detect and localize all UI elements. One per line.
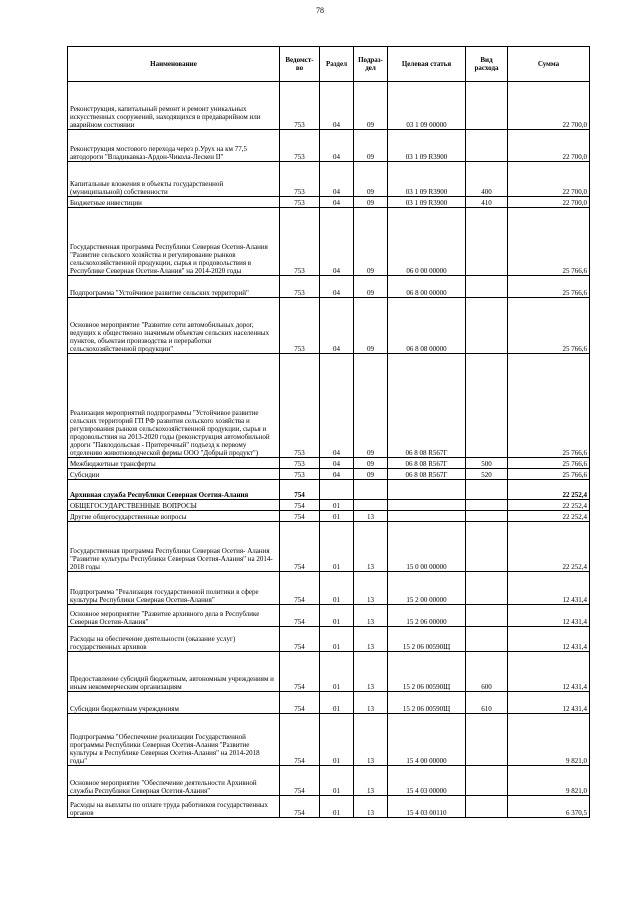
cell-section: 04 bbox=[320, 130, 354, 162]
cell-sum: 22 700,0 bbox=[508, 197, 590, 208]
cell-expense-type bbox=[466, 82, 508, 130]
cell-name: Субсидии бюджетным учреждениям bbox=[68, 692, 280, 714]
cell-sum: 25 766,6 bbox=[508, 298, 590, 354]
cell-sum: 12 431,4 bbox=[508, 692, 590, 714]
column-header-department: Ведомст-во bbox=[280, 47, 320, 82]
cell-target-article: 15 0 00 00000 bbox=[388, 522, 466, 572]
cell-sum: 9 821,0 bbox=[508, 714, 590, 766]
cell-expense-type bbox=[466, 796, 508, 818]
cell-subsection: 13 bbox=[354, 714, 388, 766]
cell-expense-type bbox=[466, 500, 508, 511]
cell-department: 753 bbox=[280, 197, 320, 208]
cell-department: 753 bbox=[280, 82, 320, 130]
cell-sum: 22 252,4 bbox=[508, 511, 590, 522]
cell-department: 753 bbox=[280, 458, 320, 469]
cell-section: 01 bbox=[320, 692, 354, 714]
cell-department: 754 bbox=[280, 692, 320, 714]
cell-target-article: 06 0 00 00000 bbox=[388, 208, 466, 276]
cell-department: 753 bbox=[280, 354, 320, 458]
table-row bbox=[68, 130, 590, 162]
cell-expense-type bbox=[466, 572, 508, 605]
cell-name: Подпрограмма "Устойчивое развитие сельских территорий" bbox=[68, 276, 280, 298]
cell-department: 754 bbox=[280, 714, 320, 766]
cell-sum: 25 766,6 bbox=[508, 208, 590, 276]
cell-sum: 6 370,5 bbox=[508, 796, 590, 818]
column-header-expense-type: Вид расхода bbox=[466, 47, 508, 82]
cell-subsection bbox=[354, 480, 388, 500]
cell-department: 754 bbox=[280, 627, 320, 652]
table-row bbox=[68, 796, 590, 818]
cell-sum: 25 766,6 bbox=[508, 354, 590, 458]
cell-subsection: 09 bbox=[354, 458, 388, 469]
cell-target-article: 03 1 09 R3900 bbox=[388, 197, 466, 208]
cell-subsection: 13 bbox=[354, 511, 388, 522]
cell-expense-type bbox=[466, 276, 508, 298]
cell-section: 04 bbox=[320, 298, 354, 354]
cell-name: Основное мероприятие "Обеспечение деятельности Архивной службы Республики Северная Осетия-Алания" bbox=[68, 766, 280, 796]
cell-target-article: 06 8 08 R567Г bbox=[388, 354, 466, 458]
cell-target-article: 06 8 08 00000 bbox=[388, 298, 466, 354]
cell-target-article: 15 4 00 00000 bbox=[388, 714, 466, 766]
cell-expense-type bbox=[466, 766, 508, 796]
cell-section: 04 bbox=[320, 197, 354, 208]
cell-department: 753 bbox=[280, 298, 320, 354]
cell-sum: 22 700,0 bbox=[508, 162, 590, 197]
table-row bbox=[68, 82, 590, 130]
cell-expense-type bbox=[466, 714, 508, 766]
cell-sum: 12 431,4 bbox=[508, 572, 590, 605]
cell-name: Подпрограмма "Обеспечение реализации Государственной программы Республики Северная Осетия-Алания "Развитие культуры в Республике Северная Осетия-Алания" на 2014-2018 годы" bbox=[68, 714, 280, 766]
cell-section: 01 bbox=[320, 572, 354, 605]
cell-target-article: 03 1 09 R3900 bbox=[388, 130, 466, 162]
cell-sum: 12 431,4 bbox=[508, 605, 590, 627]
cell-expense-type: 400 bbox=[466, 162, 508, 197]
cell-section: 01 bbox=[320, 522, 354, 572]
table-row bbox=[68, 276, 590, 298]
cell-subsection: 09 bbox=[354, 162, 388, 197]
budget-table bbox=[67, 46, 590, 818]
cell-section: 01 bbox=[320, 796, 354, 818]
cell-name: Реконструкция мостового перехода через р.Урух на км 77,5 автодороги "Владикавказ-Ардон-Чикола-Лескен II" bbox=[68, 130, 280, 162]
cell-sum: 22 252,4 bbox=[508, 480, 590, 500]
cell-section: 04 bbox=[320, 469, 354, 480]
column-header-name: Наименование bbox=[68, 47, 280, 82]
cell-target-article: 03 1 09 00000 bbox=[388, 82, 466, 130]
table-row bbox=[68, 208, 590, 276]
cell-department: 753 bbox=[280, 208, 320, 276]
page-number: 78 bbox=[316, 6, 324, 15]
cell-department: 754 bbox=[280, 572, 320, 605]
cell-target-article: 15 2 06 00590Щ bbox=[388, 627, 466, 652]
cell-target-article: 15 2 00 00000 bbox=[388, 572, 466, 605]
cell-name: Государственная программа Республики Северная Осетия- Алания "Развитие культуры Республики Северная Осетия-Алания" на 2014-2018 годы bbox=[68, 522, 280, 572]
table-row bbox=[68, 766, 590, 796]
cell-department: 753 bbox=[280, 469, 320, 480]
cell-target-article bbox=[388, 511, 466, 522]
table-row bbox=[68, 692, 590, 714]
cell-name: Реализация мероприятий подпрограммы "Устойчивое развитие сельских территорий ГП РФ развития сельского хозяйства и регулирования рынков сельскохозяйственной продукции, сырья и продовольствия на 2013-2020 годы (реконструкция автомобильной дороги "Павлодольская - Притеречный" подъезд к первому отделению животноводческой фермы ООО "Добрый продукт") bbox=[68, 354, 280, 458]
cell-target-article: 15 4 03 00110 bbox=[388, 796, 466, 818]
cell-department: 754 bbox=[280, 500, 320, 511]
cell-target-article: 03 1 09 R3900 bbox=[388, 162, 466, 197]
cell-target-article bbox=[388, 480, 466, 500]
cell-name: Архивная служба Республики Северная Осетия-Алания bbox=[68, 480, 280, 500]
cell-expense-type bbox=[466, 130, 508, 162]
cell-section: 04 bbox=[320, 458, 354, 469]
column-header-target-article: Целевая статья bbox=[388, 47, 466, 82]
cell-expense-type bbox=[466, 511, 508, 522]
cell-section: 04 bbox=[320, 162, 354, 197]
cell-expense-type: 410 bbox=[466, 197, 508, 208]
cell-name: Реконструкция, капитальный ремонт и ремонт уникальных искусственных сооружений, находящихся в предаварийном или аварийном состоянии bbox=[68, 82, 280, 130]
cell-section: 01 bbox=[320, 500, 354, 511]
table-row bbox=[68, 354, 590, 458]
table-header-row bbox=[68, 47, 590, 82]
cell-name: Расходы на выплаты по оплате труда работников государственных органов bbox=[68, 796, 280, 818]
cell-subsection: 09 bbox=[354, 197, 388, 208]
cell-subsection: 13 bbox=[354, 692, 388, 714]
cell-expense-type bbox=[466, 208, 508, 276]
cell-sum: 12 431,4 bbox=[508, 652, 590, 692]
cell-target-article: 06 8 08 R567Г bbox=[388, 469, 466, 480]
cell-name: Расходы на обеспечение деятельности (оказание услуг) государственных архивов bbox=[68, 627, 280, 652]
cell-department: 754 bbox=[280, 522, 320, 572]
cell-expense-type: 600 bbox=[466, 652, 508, 692]
table-row bbox=[68, 714, 590, 766]
cell-target-article: 15 2 06 00590Щ bbox=[388, 652, 466, 692]
cell-subsection: 09 bbox=[354, 82, 388, 130]
cell-target-article: 15 2 06 00000 bbox=[388, 605, 466, 627]
table-row bbox=[68, 522, 590, 572]
table-row bbox=[68, 469, 590, 480]
cell-section: 01 bbox=[320, 766, 354, 796]
cell-expense-type bbox=[466, 480, 508, 500]
cell-target-article bbox=[388, 500, 466, 511]
cell-name: Основное мероприятие "Развитие архивного дела в Республике Северная Осетия-Алания" bbox=[68, 605, 280, 627]
cell-expense-type: 520 bbox=[466, 469, 508, 480]
column-header-section: Раздел bbox=[320, 47, 354, 82]
cell-subsection: 13 bbox=[354, 605, 388, 627]
cell-name: Предоставление субсидий бюджетным, автономным учреждениям и иным некоммерческим организациям bbox=[68, 652, 280, 692]
cell-department: 754 bbox=[280, 511, 320, 522]
cell-expense-type bbox=[466, 522, 508, 572]
cell-target-article: 15 2 06 00590Щ bbox=[388, 692, 466, 714]
cell-name: Другие общегосударственные вопросы bbox=[68, 511, 280, 522]
cell-sum: 22 700,0 bbox=[508, 82, 590, 130]
table-row bbox=[68, 605, 590, 627]
cell-department: 753 bbox=[280, 276, 320, 298]
cell-section: 01 bbox=[320, 652, 354, 692]
cell-name: Межбюджетные трансферты bbox=[68, 458, 280, 469]
cell-subsection: 13 bbox=[354, 652, 388, 692]
cell-sum: 22 252,4 bbox=[508, 522, 590, 572]
cell-sum: 22 700,0 bbox=[508, 130, 590, 162]
cell-target-article: 15 4 03 00000 bbox=[388, 766, 466, 796]
cell-name: Основное мероприятие "Развитие сети автомобильных дорог, ведущих к общественно значимым объектам сельских населенных пунктов, объектам производства и переработки сельскохозяйственной продукции" bbox=[68, 298, 280, 354]
cell-department: 754 bbox=[280, 796, 320, 818]
cell-section: 01 bbox=[320, 627, 354, 652]
cell-sum: 9 821,0 bbox=[508, 766, 590, 796]
cell-department: 753 bbox=[280, 162, 320, 197]
cell-name: Подпрограмма "Реализация государственной политики в сфере культуры Республики Северная Осетия-Алания" bbox=[68, 572, 280, 605]
cell-name: Бюджетные инвестиции bbox=[68, 197, 280, 208]
cell-subsection: 13 bbox=[354, 572, 388, 605]
cell-expense-type: 500 bbox=[466, 458, 508, 469]
cell-sum: 25 766,6 bbox=[508, 458, 590, 469]
cell-subsection: 09 bbox=[354, 130, 388, 162]
cell-subsection: 09 bbox=[354, 469, 388, 480]
table-row bbox=[68, 627, 590, 652]
column-header-subsection: Подраз-дел bbox=[354, 47, 388, 82]
cell-subsection: 09 bbox=[354, 208, 388, 276]
cell-sum: 25 766,6 bbox=[508, 469, 590, 480]
cell-name: Капитальные вложения в объекты государственной (муниципальной) собственности bbox=[68, 162, 280, 197]
cell-sum: 12 431,4 bbox=[508, 627, 590, 652]
cell-subsection: 09 bbox=[354, 354, 388, 458]
table-row bbox=[68, 162, 590, 197]
cell-expense-type bbox=[466, 298, 508, 354]
cell-section: 01 bbox=[320, 511, 354, 522]
cell-subsection: 13 bbox=[354, 766, 388, 796]
table-row bbox=[68, 480, 590, 500]
cell-name: ОБЩЕГОСУДАРСТВЕННЫЕ ВОПРОСЫ bbox=[68, 500, 280, 511]
cell-section: 04 bbox=[320, 82, 354, 130]
table-row bbox=[68, 511, 590, 522]
table-row bbox=[68, 652, 590, 692]
cell-section: 04 bbox=[320, 276, 354, 298]
cell-section bbox=[320, 480, 354, 500]
cell-department: 754 bbox=[280, 652, 320, 692]
cell-expense-type bbox=[466, 354, 508, 458]
cell-subsection bbox=[354, 500, 388, 511]
column-header-sum: Сумма bbox=[508, 47, 590, 82]
table-row bbox=[68, 197, 590, 208]
cell-section: 01 bbox=[320, 605, 354, 627]
table-row bbox=[68, 298, 590, 354]
cell-subsection: 13 bbox=[354, 796, 388, 818]
cell-department: 754 bbox=[280, 766, 320, 796]
cell-expense-type bbox=[466, 627, 508, 652]
cell-target-article: 06 8 08 R567Г bbox=[388, 458, 466, 469]
cell-sum: 25 766,6 bbox=[508, 276, 590, 298]
table-body bbox=[68, 82, 590, 818]
table-row bbox=[68, 458, 590, 469]
cell-department: 753 bbox=[280, 130, 320, 162]
cell-department: 754 bbox=[280, 480, 320, 500]
cell-subsection: 13 bbox=[354, 627, 388, 652]
cell-target-article: 06 8 00 00000 bbox=[388, 276, 466, 298]
table-row bbox=[68, 572, 590, 605]
cell-expense-type: 610 bbox=[466, 692, 508, 714]
cell-section: 04 bbox=[320, 208, 354, 276]
table-row bbox=[68, 500, 590, 511]
cell-subsection: 13 bbox=[354, 522, 388, 572]
cell-name: Субсидии bbox=[68, 469, 280, 480]
cell-subsection: 09 bbox=[354, 276, 388, 298]
cell-section: 04 bbox=[320, 354, 354, 458]
cell-sum: 22 252,4 bbox=[508, 500, 590, 511]
cell-subsection: 09 bbox=[354, 298, 388, 354]
cell-section: 01 bbox=[320, 714, 354, 766]
cell-name: Государственная программа Республики Северная Осетия-Алания "Развитие сельского хозяйства и регулирование рынков сельскохозяйственной продукции, сырья и продовольствия в Республике Северная Осетия-Алания" на 2014-2020 годы bbox=[68, 208, 280, 276]
cell-department: 754 bbox=[280, 605, 320, 627]
cell-expense-type bbox=[466, 605, 508, 627]
